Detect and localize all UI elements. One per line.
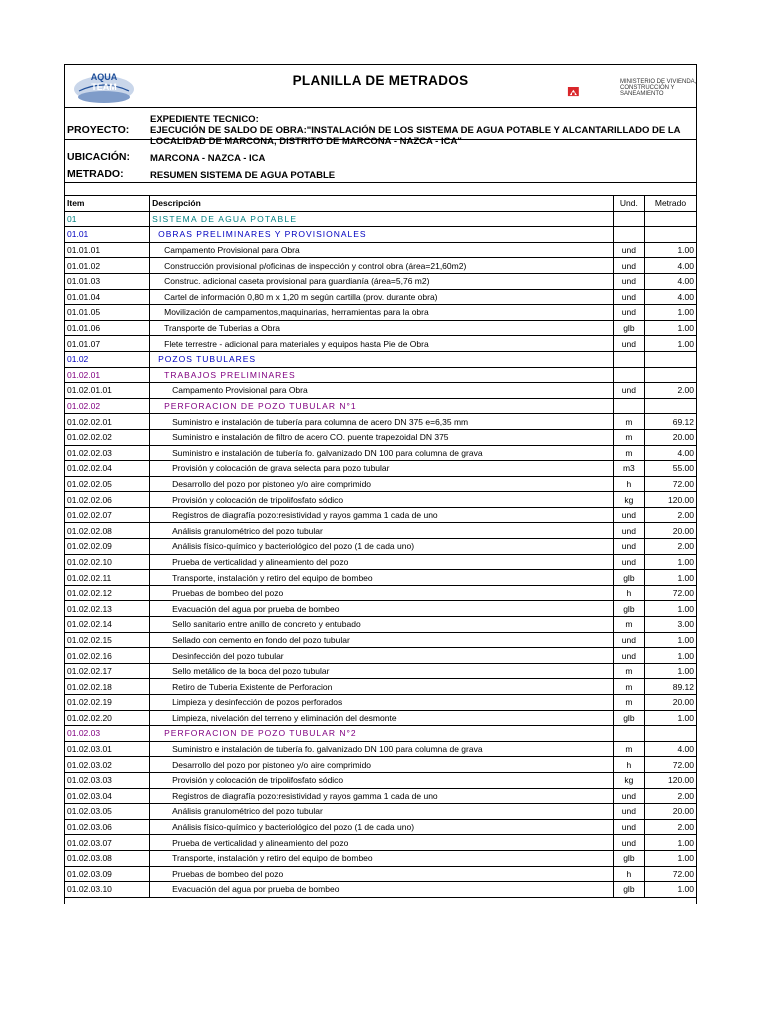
table-row (65, 398, 696, 414)
row-item: 01.02.03.08 (65, 850, 150, 866)
table-body (65, 211, 696, 897)
table-row (65, 445, 696, 461)
table-row (65, 227, 696, 243)
row-item: 01.02.02.16 (65, 648, 150, 664)
row-metrado: 1.00 (644, 632, 696, 648)
row-metrado: 2.00 (644, 383, 696, 399)
row-unit (613, 227, 644, 243)
row-description: Suministro e instalación de tubería fo. galvanizado DN 100 para columna de grava (150, 741, 614, 757)
row-metrado: 1.00 (644, 850, 696, 866)
row-description: Sello metálico de la boca del pozo tubular (150, 663, 614, 679)
row-metrado: 20.00 (644, 523, 696, 539)
row-item: 01.02.03.02 (65, 757, 150, 773)
table-row (65, 835, 696, 851)
table-row (65, 710, 696, 726)
row-item: 01.02.02.06 (65, 492, 150, 508)
row-metrado: 1.00 (644, 710, 696, 726)
row-item: 01.02.02.08 (65, 523, 150, 539)
row-description: OBRAS PRELIMINARES Y PROVISIONALES (150, 227, 614, 243)
row-item: 01.02.02.20 (65, 710, 150, 726)
row-metrado: 1.00 (644, 601, 696, 617)
row-description: Provisión y colocación de tripolifosfato sódico (150, 492, 614, 508)
table-row (65, 648, 696, 664)
row-description: Desinfección del pozo tubular (150, 648, 614, 664)
table-row (65, 679, 696, 695)
row-description: Provisión y colocación de tripolifosfato sódico (150, 772, 614, 788)
row-metrado: 2.00 (644, 539, 696, 555)
row-unit: m (613, 679, 644, 695)
row-item: 01.01.02 (65, 258, 150, 274)
row-description: Análisis granulométrico del pozo tubular (150, 804, 614, 820)
row-unit (613, 211, 644, 227)
row-metrado: 1.00 (644, 336, 696, 352)
table-row (65, 585, 696, 601)
row-item: 01.02.02.03 (65, 445, 150, 461)
metrado-label: METRADO: (67, 168, 124, 180)
row-metrado: 69.12 (644, 414, 696, 430)
table-row (65, 461, 696, 477)
row-unit: m (613, 414, 644, 430)
ubicacion-value: MARCONA - NAZCA - ICA (150, 153, 266, 164)
row-description: SISTEMA DE AGUA POTABLE (150, 211, 614, 227)
row-metrado (644, 211, 696, 227)
row-item: 01.02.02.11 (65, 570, 150, 586)
row-unit (613, 726, 644, 742)
proyecto-label: PROYECTO: (67, 124, 130, 136)
row-unit (613, 398, 644, 414)
row-description: Evacuación del agua por prueba de bombeo (150, 882, 614, 898)
table-row (65, 617, 696, 633)
row-description: Suministro e instalación de tubería fo. galvanizado DN 100 para columna de grava (150, 445, 614, 461)
row-unit: und (613, 632, 644, 648)
row-metrado: 89.12 (644, 679, 696, 695)
row-metrado (644, 227, 696, 243)
row-metrado: 1.00 (644, 305, 696, 321)
row-unit: kg (613, 772, 644, 788)
table-row (65, 570, 696, 586)
row-metrado: 4.00 (644, 289, 696, 305)
row-unit: m3 (613, 461, 644, 477)
row-description: Análisis físico-químico y bacteriológico del pozo (1 de cada uno) (150, 539, 614, 555)
row-item: 01.01.07 (65, 336, 150, 352)
row-metrado: 1.00 (644, 570, 696, 586)
row-item: 01.01.04 (65, 289, 150, 305)
row-description: TRABAJOS PRELIMINARES (150, 367, 614, 383)
table-row (65, 788, 696, 804)
row-description: Pruebas de bombeo del pozo (150, 866, 614, 882)
table-row (65, 429, 696, 445)
table-row (65, 695, 696, 711)
table-header-row (65, 196, 696, 212)
table-row (65, 632, 696, 648)
row-description: Construcción provisional p/oficinas de inspección y control obra (área=21,60m2) (150, 258, 614, 274)
row-description: Transporte, instalación y retiro del equipo de bombeo (150, 570, 614, 586)
table-row (65, 523, 696, 539)
row-item: 01.02.02.13 (65, 601, 150, 617)
row-description: Campamento Provisional para Obra (150, 242, 614, 258)
row-item: 01.02.02.19 (65, 695, 150, 711)
row-item: 01.02.02.05 (65, 476, 150, 492)
row-item: 01.01 (65, 227, 150, 243)
row-metrado: 72.00 (644, 585, 696, 601)
row-item: 01.02.02.09 (65, 539, 150, 555)
row-item: 01.02.03.05 (65, 804, 150, 820)
ministry-logo-icon (567, 77, 617, 107)
row-metrado: 4.00 (644, 258, 696, 274)
row-description: Construc. adicional caseta provisional para guardianía (área=5,76 m2) (150, 273, 614, 289)
row-metrado: 72.00 (644, 757, 696, 773)
row-description: Transporte, instalación y retiro del equipo de bombeo (150, 850, 614, 866)
row-metrado: 20.00 (644, 695, 696, 711)
row-unit: glb (613, 710, 644, 726)
row-metrado: 72.00 (644, 476, 696, 492)
metrado-sheet (64, 64, 697, 904)
row-unit (613, 351, 644, 367)
row-unit: glb (613, 601, 644, 617)
logo-aqua-text: AQUA (90, 72, 118, 82)
row-item: 01.02.03.01 (65, 741, 150, 757)
table-row (65, 507, 696, 523)
row-unit: und (613, 835, 644, 851)
table-row (65, 211, 696, 227)
row-item: 01.01.06 (65, 320, 150, 336)
row-description: Evacuación del agua por prueba de bombeo (150, 601, 614, 617)
row-description: Desarrollo del pozo por pistoneo y/o aire comprimido (150, 476, 614, 492)
row-metrado: 20.00 (644, 804, 696, 820)
project-info (65, 108, 696, 184)
row-unit: m (613, 695, 644, 711)
row-unit: m (613, 617, 644, 633)
table-row (65, 414, 696, 430)
row-metrado: 1.00 (644, 320, 696, 336)
proyecto-value: EJECUCIÓN DE SALDO DE OBRA:"INSTALACIÓN DE LOS SISTEMA DE AGUA POTABLE Y ALCANTARILLADO DE LA LOCALIDAD DE MARCONA, DISTRITO DE MARCONA - NAZCA - ICA" (150, 125, 681, 147)
row-description: Suministro e instalación de filtro de acero CO. puente trapezoidal DN 375 (150, 429, 614, 445)
header-item: Item (65, 196, 150, 212)
row-unit: m (613, 429, 644, 445)
row-unit: und (613, 648, 644, 664)
row-unit: h (613, 866, 644, 882)
row-description: Pruebas de bombeo del pozo (150, 585, 614, 601)
row-description: Flete terrestre - adicional para materiales y equipos hasta Pie de Obra (150, 336, 614, 352)
row-description: Análisis físico-químico y bacteriológico del pozo (1 de cada uno) (150, 819, 614, 835)
table-row (65, 320, 696, 336)
row-metrado: 1.00 (644, 242, 696, 258)
row-item: 01.02.02.18 (65, 679, 150, 695)
row-metrado: 72.00 (644, 866, 696, 882)
row-unit (613, 367, 644, 383)
row-description: Limpieza, nivelación del terreno y eliminación del desmonte (150, 710, 614, 726)
table-row (65, 258, 696, 274)
row-description: PERFORACION DE POZO TUBULAR N°1 (150, 398, 614, 414)
table-row (65, 242, 696, 258)
logo-team-text: TEAM (91, 82, 117, 92)
row-unit: und (613, 523, 644, 539)
row-unit: m (613, 445, 644, 461)
row-unit: glb (613, 850, 644, 866)
row-metrado: 4.00 (644, 741, 696, 757)
table-row (65, 289, 696, 305)
row-metrado: 120.00 (644, 492, 696, 508)
table-row (65, 850, 696, 866)
table-row (65, 804, 696, 820)
row-metrado (644, 726, 696, 742)
row-item: 01.02.01.01 (65, 383, 150, 399)
table-row (65, 757, 696, 773)
row-item: 01.02.03 (65, 726, 150, 742)
row-metrado: 2.00 (644, 788, 696, 804)
divider (65, 182, 696, 183)
row-metrado: 1.00 (644, 882, 696, 898)
row-unit: h (613, 585, 644, 601)
table-row (65, 601, 696, 617)
row-description: POZOS TUBULARES (150, 351, 614, 367)
row-unit: und (613, 273, 644, 289)
row-metrado: 4.00 (644, 445, 696, 461)
row-metrado: 1.00 (644, 554, 696, 570)
metrado-table (65, 195, 696, 898)
table-row (65, 663, 696, 679)
header-descripcion: Descripción (150, 196, 614, 212)
row-unit: glb (613, 882, 644, 898)
row-unit: glb (613, 320, 644, 336)
row-item: 01.02.02.17 (65, 663, 150, 679)
row-metrado: 20.00 (644, 429, 696, 445)
row-description: Registros de diagrafía pozo:resistividad y rayos gamma 1 cada de uno (150, 788, 614, 804)
row-description: Retiro de Tuberia Existente de Perforacion (150, 679, 614, 695)
table-row (65, 273, 696, 289)
row-description: Limpieza y desinfección de pozos perforados (150, 695, 614, 711)
row-item: 01.02.03.09 (65, 866, 150, 882)
row-description: Prueba de verticalidad y alineamiento del pozo (150, 554, 614, 570)
row-unit: und (613, 819, 644, 835)
row-unit: m (613, 663, 644, 679)
page-title: PLANILLA DE METRADOS (292, 73, 469, 88)
table-row (65, 305, 696, 321)
divider (65, 139, 696, 140)
row-metrado: 120.00 (644, 772, 696, 788)
expediente-label: EXPEDIENTE TECNICO: (150, 114, 259, 125)
row-metrado (644, 398, 696, 414)
row-item: 01.02.03.04 (65, 788, 150, 804)
row-description: Prueba de verticalidad y alineamiento del pozo (150, 835, 614, 851)
row-unit: glb (613, 570, 644, 586)
row-unit: und (613, 539, 644, 555)
row-description: PERFORACION DE POZO TUBULAR N°2 (150, 726, 614, 742)
table-row (65, 772, 696, 788)
row-metrado (644, 367, 696, 383)
table-row (65, 726, 696, 742)
row-unit: und (613, 788, 644, 804)
row-item: 01.02.02.07 (65, 507, 150, 523)
metrado-value: RESUMEN SISTEMA DE AGUA POTABLE (150, 170, 336, 181)
row-description: Cartel de información 0,80 m x 1,20 m según cartilla (prov. durante obra) (150, 289, 614, 305)
table-row (65, 383, 696, 399)
row-item: 01.02.02.15 (65, 632, 150, 648)
row-unit: und (613, 554, 644, 570)
row-description: Transporte de Tuberias a Obra (150, 320, 614, 336)
row-metrado (644, 351, 696, 367)
row-unit: kg (613, 492, 644, 508)
row-unit: und (613, 804, 644, 820)
row-description: Sellado con cemento en fondo del pozo tubular (150, 632, 614, 648)
row-metrado: 1.00 (644, 648, 696, 664)
ubicacion-label: UBICACIÓN: (67, 151, 130, 163)
row-item: 01.02 (65, 351, 150, 367)
row-unit: und (613, 242, 644, 258)
table-row (65, 741, 696, 757)
row-unit: und (613, 336, 644, 352)
row-item: 01.02.02.04 (65, 461, 150, 477)
row-item: 01.02.02.10 (65, 554, 150, 570)
row-metrado: 3.00 (644, 617, 696, 633)
row-item: 01.01.01 (65, 242, 150, 258)
table-row (65, 492, 696, 508)
row-item: 01.02.02.02 (65, 429, 150, 445)
row-unit: und (613, 258, 644, 274)
row-description: Registros de diagrafía pozo:resistividad y rayos gamma 1 cada de uno (150, 507, 614, 523)
header-und: Und. (613, 196, 644, 212)
row-unit: h (613, 757, 644, 773)
table-row (65, 351, 696, 367)
table-row (65, 539, 696, 555)
table-row (65, 476, 696, 492)
row-unit: und (613, 305, 644, 321)
table-row (65, 882, 696, 898)
row-item: 01.02.02.14 (65, 617, 150, 633)
row-unit: und (613, 507, 644, 523)
row-metrado: 4.00 (644, 273, 696, 289)
row-unit: und (613, 383, 644, 399)
header-metrado: Metrado (644, 196, 696, 212)
row-unit: und (613, 289, 644, 305)
table-row (65, 866, 696, 882)
row-item: 01.02.03.03 (65, 772, 150, 788)
table-row (65, 336, 696, 352)
row-metrado: 1.00 (644, 835, 696, 851)
row-unit: m (613, 741, 644, 757)
row-item: 01.02.02 (65, 398, 150, 414)
row-item: 01.02.03.06 (65, 819, 150, 835)
row-description: Análisis granulométrico del pozo tubular (150, 523, 614, 539)
row-description: Sello sanitario entre anillo de concreto y entubado (150, 617, 614, 633)
row-item: 01.02.03.10 (65, 882, 150, 898)
row-description: Campamento Provisional para Obra (150, 383, 614, 399)
row-item: 01.02.02.01 (65, 414, 150, 430)
row-metrado: 2.00 (644, 507, 696, 523)
row-description: Provisión y colocación de grava selecta para pozo tubular (150, 461, 614, 477)
table-row (65, 367, 696, 383)
row-item: 01.02.03.07 (65, 835, 150, 851)
row-item: 01 (65, 211, 150, 227)
row-metrado: 55.00 (644, 461, 696, 477)
ministry-logo-text: MINISTERIO DE VIVIENDA, CONSTRUCCIÓN Y SANEAMIENTO (620, 79, 697, 98)
row-description: Movilización de campamentos,maquinarias, herramientas para la obra (150, 305, 614, 321)
row-item: 01.02.01 (65, 367, 150, 383)
row-description: Desarrollo del pozo por pistoneo y/o aire comprimido (150, 757, 614, 773)
row-unit: h (613, 476, 644, 492)
row-item: 01.02.02.12 (65, 585, 150, 601)
row-item: 01.01.05 (65, 305, 150, 321)
table-row (65, 554, 696, 570)
table-row (65, 819, 696, 835)
row-item: 01.01.03 (65, 273, 150, 289)
row-metrado: 1.00 (644, 663, 696, 679)
row-description: Suministro e instalación de tubería para columna de acero DN 375 e=6,35 mm (150, 414, 614, 430)
sheet-header (65, 64, 696, 108)
row-metrado: 2.00 (644, 819, 696, 835)
